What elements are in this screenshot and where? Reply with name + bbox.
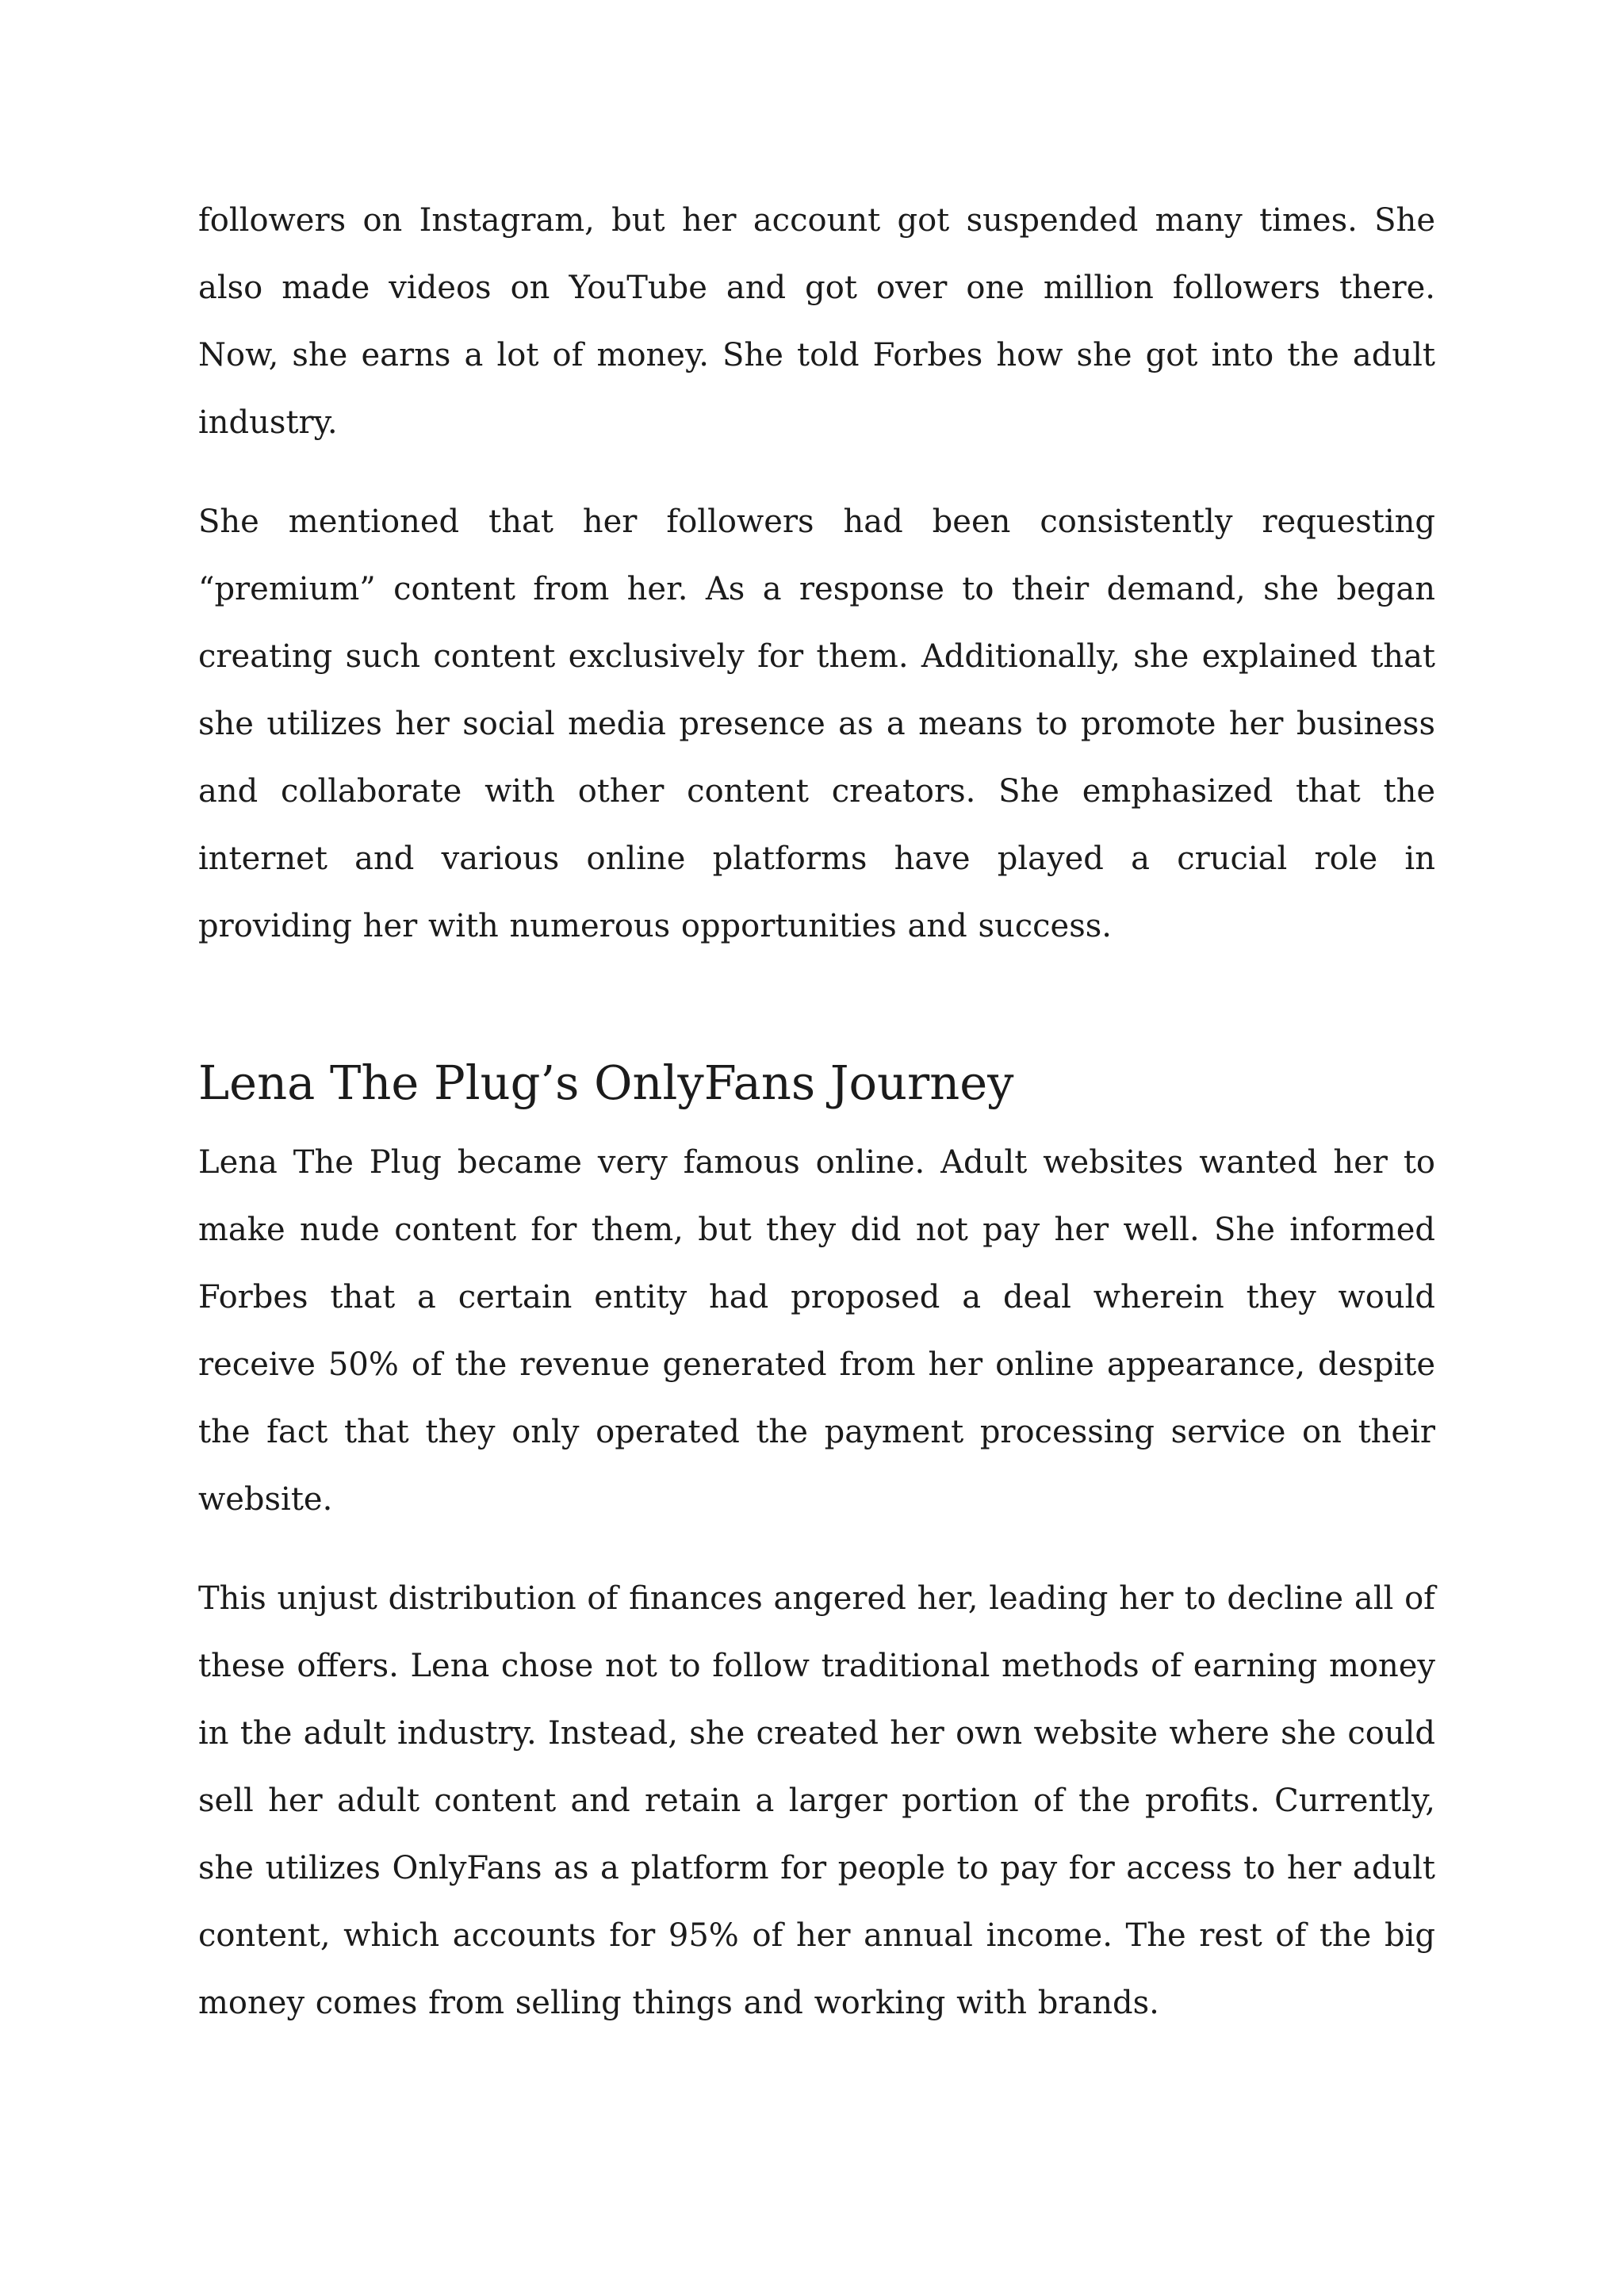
paragraph-onlyfans-income: This unjust distribution of finances angered her, leading her to decline all of these offers. Lena chose not to follow traditional methods of earning money in the adult industry. Instead, she created her own website where she could sell her adult content and retain a larger portion of the profits. Currently, she utilizes OnlyFans as a platform for people to pay for access to her adult content, which accounts for 95% of her annual income. The rest of the big money comes from selling things and working with brands. [198,1580,1435,2021]
paragraph-instagram-youtube: followers on Instagram, but her account got suspended many times. She also made videos on YouTube and got over one million followers there. Now, she earns a lot of money. She told Forbes how she got into the adult industry. [198,202,1435,441]
section-heading: Lena The Plug’s OnlyFans Journey [198,1055,1014,1110]
paragraph-premium-content: She mentioned that her followers had been consistently requesting “premium” content from her. As a response to their demand, she began creating such content exclusively for them. Additionally, she explained that she utilizes her social media presence as a means to promote her business and collaborate with other content creators. She emphasized that the internet and various online platforms have played a crucial role in providing her with numerous opportunities and success. [198,504,1435,944]
document-page [198,187,1435,2037]
paragraph-adult-websites: Lena The Plug became very famous online. Adult websites wanted her to make nude content for them, but they did not pay her well. She informed Forbes that a certain entity had proposed a deal wherein they would receive 50% of the revenue generated from her online appearance, despite the fact that they only operated the payment processing service on their website. [198,1144,1435,1518]
